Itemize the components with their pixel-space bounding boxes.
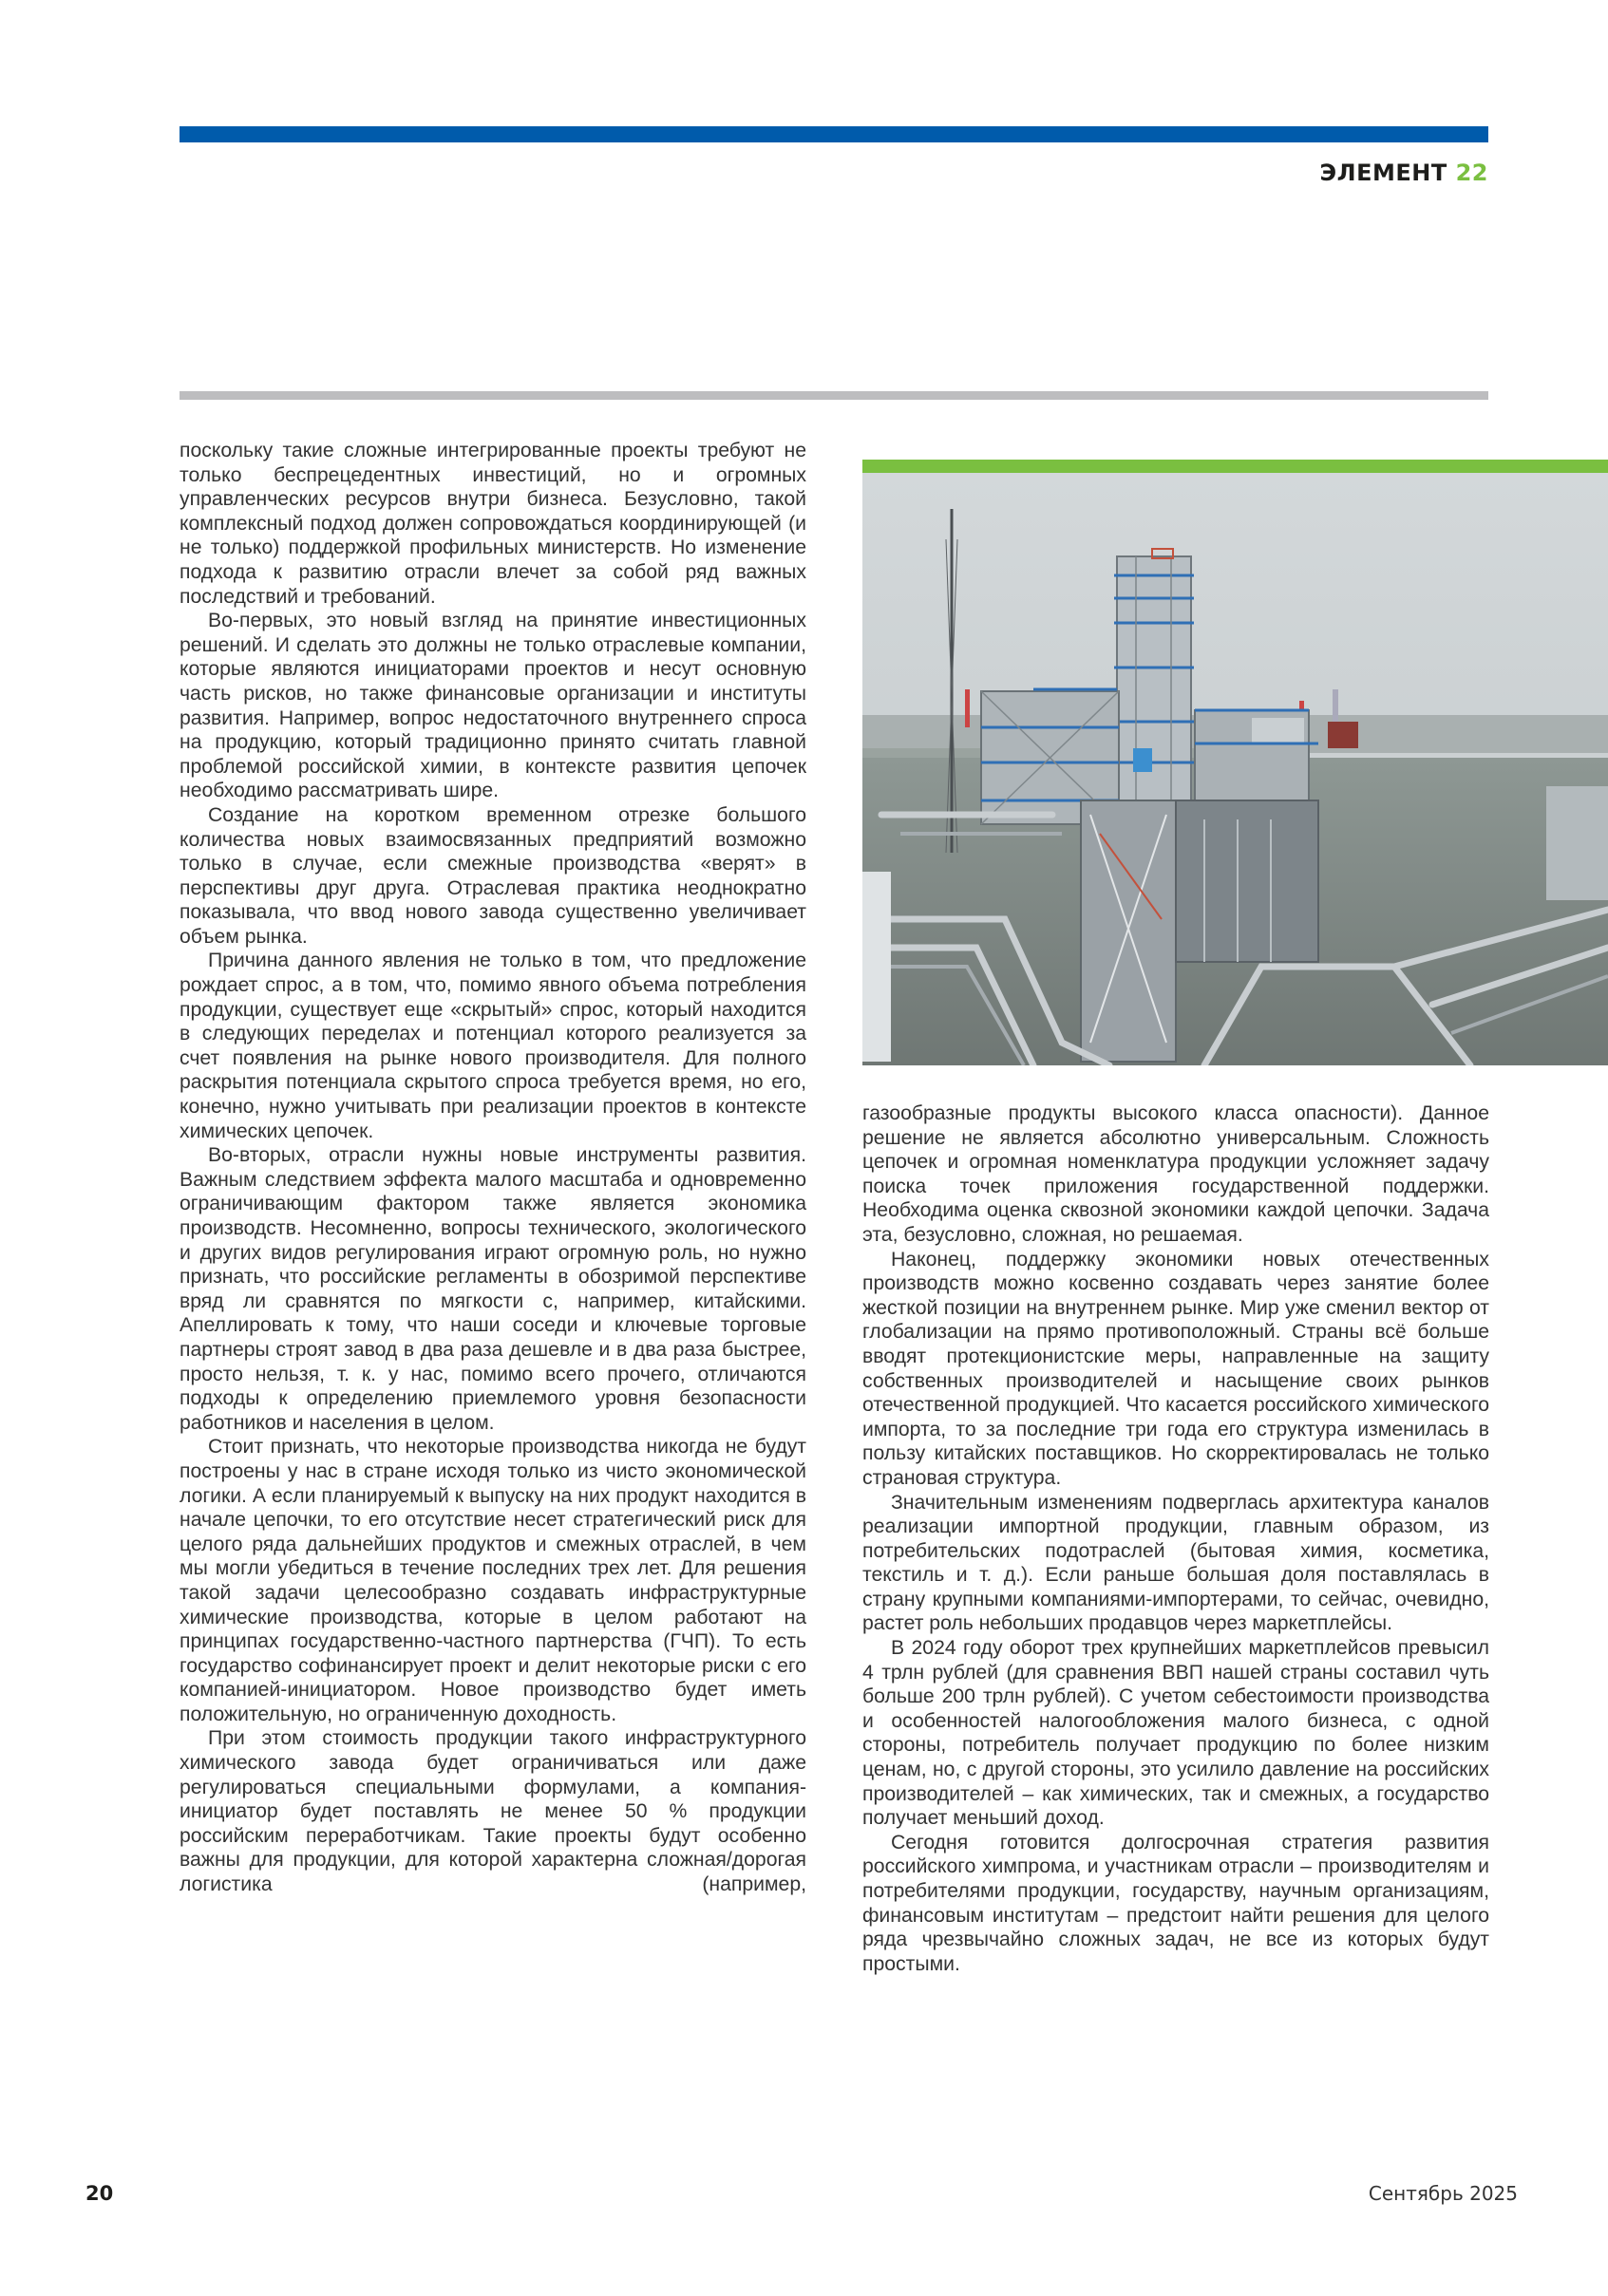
photo-accent-bar: [862, 460, 1608, 473]
magazine-logo: [1320, 160, 1488, 186]
header-divider-rule: [180, 391, 1488, 400]
paragraph: Во-первых, это новый взгляд на принятие инвестиционных решений. И сделать это должны не только отраслевые компании, которые являются инициаторами проектов и несут основную часть рисков, но также финансовые организации и институты развития. Например, вопрос недостаточного внутреннего спроса на продукцию, который традиционно принято считать главной проблемой российской химии, в контексте развития цепочек необходимо рассматривать шире.: [180, 610, 806, 802]
paragraph: В 2024 году оборот трех крупнейших маркетплейсов превысил 4 трлн рублей (для сравнения ВВП нашей страны составил чуть больше 200 трлн рублей). С учетом себестоимости производства и особенностей налогообложения малого бизнеса, с одной стороны, потребитель получает продукцию по более низким ценам, но, с другой стороны, это усилило давление на российских производителей – как химических, так и смежных, а государство получает меньший доход.: [862, 1637, 1489, 1830]
plant-illustration: [862, 473, 1608, 1065]
paragraph: Наконец, поддержку экономики новых отечественных производств можно косвенно создавать через занятие более жесткой позиции на внутреннем рынке. Мир уже сменил вектор от глобализации на прямо противоположный. Страны всё больше вводят протекционистские меры, направленные на защиту собственных производителей и насыщение своих рынков отечественной продукцией. Что касается российского химического импорта, то за последние три года его структура изменилась в пользу китайских поставщиков. Но скорректировалась не только страновая структура.: [862, 1248, 1489, 1489]
paragraph: Создание на коротком временном отрезке большого количества новых взаимосвязанных предприятий возможно только в случае, если смежные производства «верят» в перспективы друг друга. Отраслевая практика неоднократно показывала, что ввод нового завода существенно увеличивает объем рынка.: [180, 803, 806, 948]
paragraph: газообразные продукты высокого класса опасности). Данное решение не является абсолютно универсальным. Сложность цепочек и огромная номенклатура продукции усложняет задачу поиска точек приложения государственной поддержки. Необходима оценка сквозной экономики каждой цепочки. Задача эта, безусловно, сложная, но решаемая.: [862, 1102, 1489, 1246]
article-column-left: [180, 439, 806, 1897]
logo-number: 22: [1455, 160, 1488, 186]
page-number: 20: [85, 2182, 114, 2205]
paragraph: Стоит признать, что некоторые производства никогда не будут построены у нас в стране исходя только из чисто экономической логики. А если планируемый к выпуску на них продукт находится в начале цепочки, то его отсутствие несет стратегический риск для целого ряда дальнейших продуктов и смежных отраслей, в чем мы могли убедиться в течение последних трех лет. Для решения такой задачи целесообразно создавать инфраструктурные химические производства, которые в целом работают на принципах государственно-частного партнерства (ГЧП). То есть государство софинансирует проект и делит некоторые риски с его компанией-инициатором. Новое производство будет иметь положительную, но ограниченную доходность.: [180, 1436, 806, 1725]
paragraph: Причина данного явления не только в том, что предложение рождает спрос, а в том, что, помимо явного объема потребления продукции, существует еще «скрытый» спрос, который находится в следующих переделах и потенциал которого реализуется за счет появления на рынке нового производителя. Для полного раскрытия потенциала скрытого спроса требуется время, но его, конечно, нужно учитывать при реализации проектов в контексте химических цепочек.: [180, 950, 806, 1142]
issue-date: Сентябрь 2025: [1368, 2182, 1518, 2205]
logo-word: ЭЛЕМЕНТ: [1319, 160, 1447, 186]
paragraph: Во-вторых, отрасли нужны новые инструменты развития. Важным следствием эффекта малого масштаба и одновременно ограничивающим фактором также является экономика производств. Несомненно, вопросы технического, экологического и других видов регулирования играют огромную роль, но нужно признать, что российские регламенты в обозримой перспективе вряд ли сравнятся по мягкости с, например, китайскими. Апеллировать к тому, что наши соседи и ключевые торговые партнеры строят завод в два раза дешевле и в два раза быстрее, просто нельзя, т. к. у нас, помимо всего прочего, отличаются подходы к определению приемлемого уровня безопасности работников и населения в целом.: [180, 1144, 806, 1434]
header-blue-bar: [180, 126, 1488, 142]
paragraph: Значительным изменениям подверглась архитектура каналов реализации импортной продукции, главным образом, из потребительских подотраслей (бытовая химия, косметика, текстиль и т. д.). Если раньше большая доля поставлялась в страну крупными компаниями-импортерами, то сейчас, очевидно, растет роль небольших продавцов через маркетплейсы.: [862, 1491, 1489, 1635]
paragraph: Сегодня готовится долгосрочная стратегия развития российского химпрома, и участникам отрасли – производителям и потребителями продукции, государству, научным организациям, финансовым институтам – предстоит найти решения для целого ряда чрезвычайно сложных задач, не все из которых будут простыми.: [862, 1831, 1489, 1975]
article-column-right: [862, 1101, 1489, 1976]
chemical-plant-photo: [862, 473, 1608, 1065]
paragraph: поскольку такие сложные интегрированные проекты требуют не только беспрецедентных инвестиций, но и огромных управленческих ресурсов внутри бизнеса. Безусловно, такой комплексный подход должен сопровождаться координирующей (и не только) поддержкой профильных министерств. Но изменение подхода к развитию отрасли влечет за собой ряд важных последствий и требований.: [180, 440, 806, 608]
paragraph: При этом стоимость продукции такого инфраструктурного химического завода будет ограничиваться или даже регулироваться специальными формулами, а компания-инициатор будет поставлять не менее 50 % продукции российским переработчикам. Такие проекты будут особенно важны для продукции, для которой характерна сложная/дорогая логистика (например,: [180, 1727, 806, 1896]
